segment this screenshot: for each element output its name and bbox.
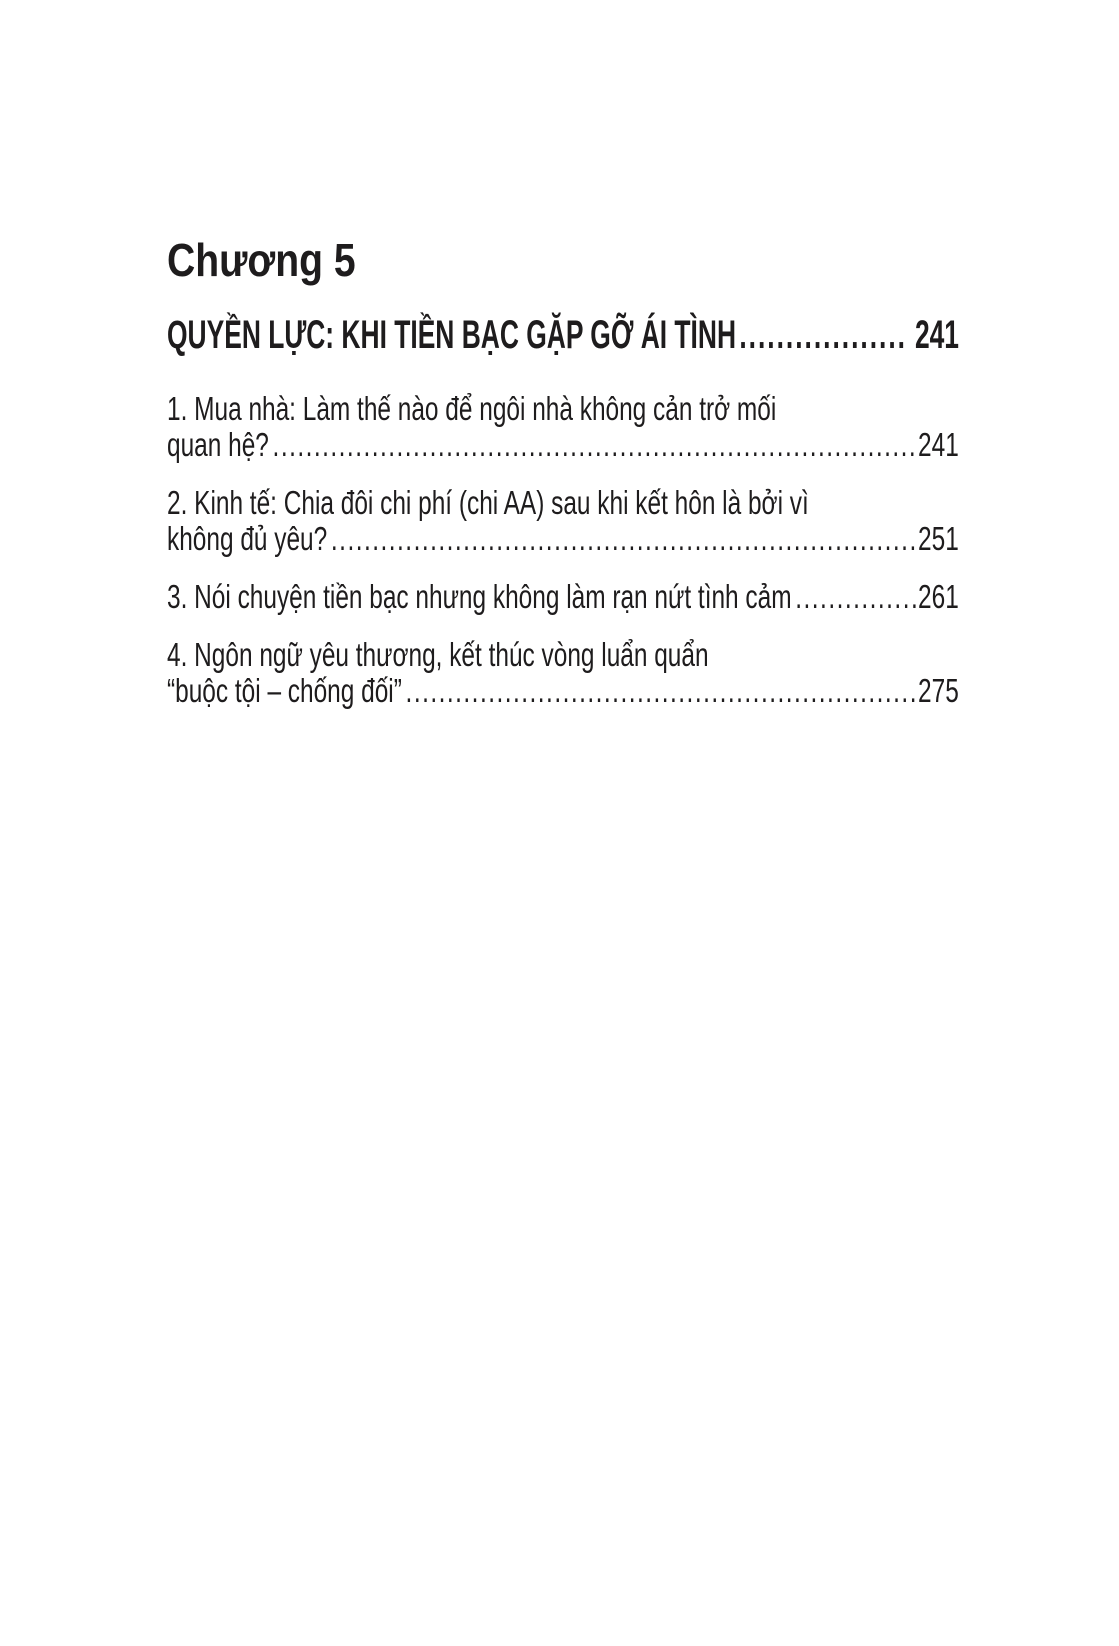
- toc-entry-3: [167, 579, 962, 615]
- entry-text-continued: “buộc tội – chống đối”: [167, 672, 402, 709]
- chapter-page-number: 241: [914, 313, 960, 357]
- entry-text: 1. Mua nhà: Làm thế nào để ngôi nhà không cản trở mối: [167, 390, 777, 427]
- toc-entry-4: [167, 637, 962, 709]
- dot-leader: [792, 579, 917, 615]
- entry-text-continued: quan hệ?: [167, 426, 269, 463]
- entry-page-number: 251: [918, 520, 959, 557]
- chapter-title: QUYỀN LỰC: KHI TIỀN BẠC GẶP GỠ ÁI TÌNH: [167, 313, 737, 357]
- toc-entry-1: [167, 391, 962, 463]
- dot-leader: [327, 521, 916, 557]
- toc-entry-2: [167, 485, 962, 557]
- entry-page-number: 275: [918, 672, 959, 709]
- entry-text: 3. Nói chuyện tiền bạc nhưng không làm rạn nứt tình cảm: [167, 578, 792, 615]
- entry-last-line: [167, 579, 959, 615]
- entry-text: 4. Ngôn ngữ yêu thương, kết thúc vòng luẩn quẩn: [167, 636, 709, 673]
- dot-leader: [402, 673, 917, 709]
- entry-last-line: [167, 427, 959, 463]
- dot-leader: [736, 312, 906, 358]
- entry-page-number: 241: [918, 426, 959, 463]
- chapter-title-row: [167, 312, 959, 358]
- chapter-heading: Chương 5: [167, 234, 356, 286]
- entry-text-continued: không đủ yêu?: [167, 520, 328, 557]
- entry-last-line: [167, 521, 959, 557]
- entry-page-number: 261: [918, 578, 959, 615]
- entry-text: 2. Kinh tế: Chia đôi chi phí (chi AA) sau khi kết hôn là bởi vì: [167, 484, 809, 521]
- table-of-contents: [167, 234, 962, 731]
- entry-last-line: [167, 673, 959, 709]
- dot-leader: [269, 427, 917, 463]
